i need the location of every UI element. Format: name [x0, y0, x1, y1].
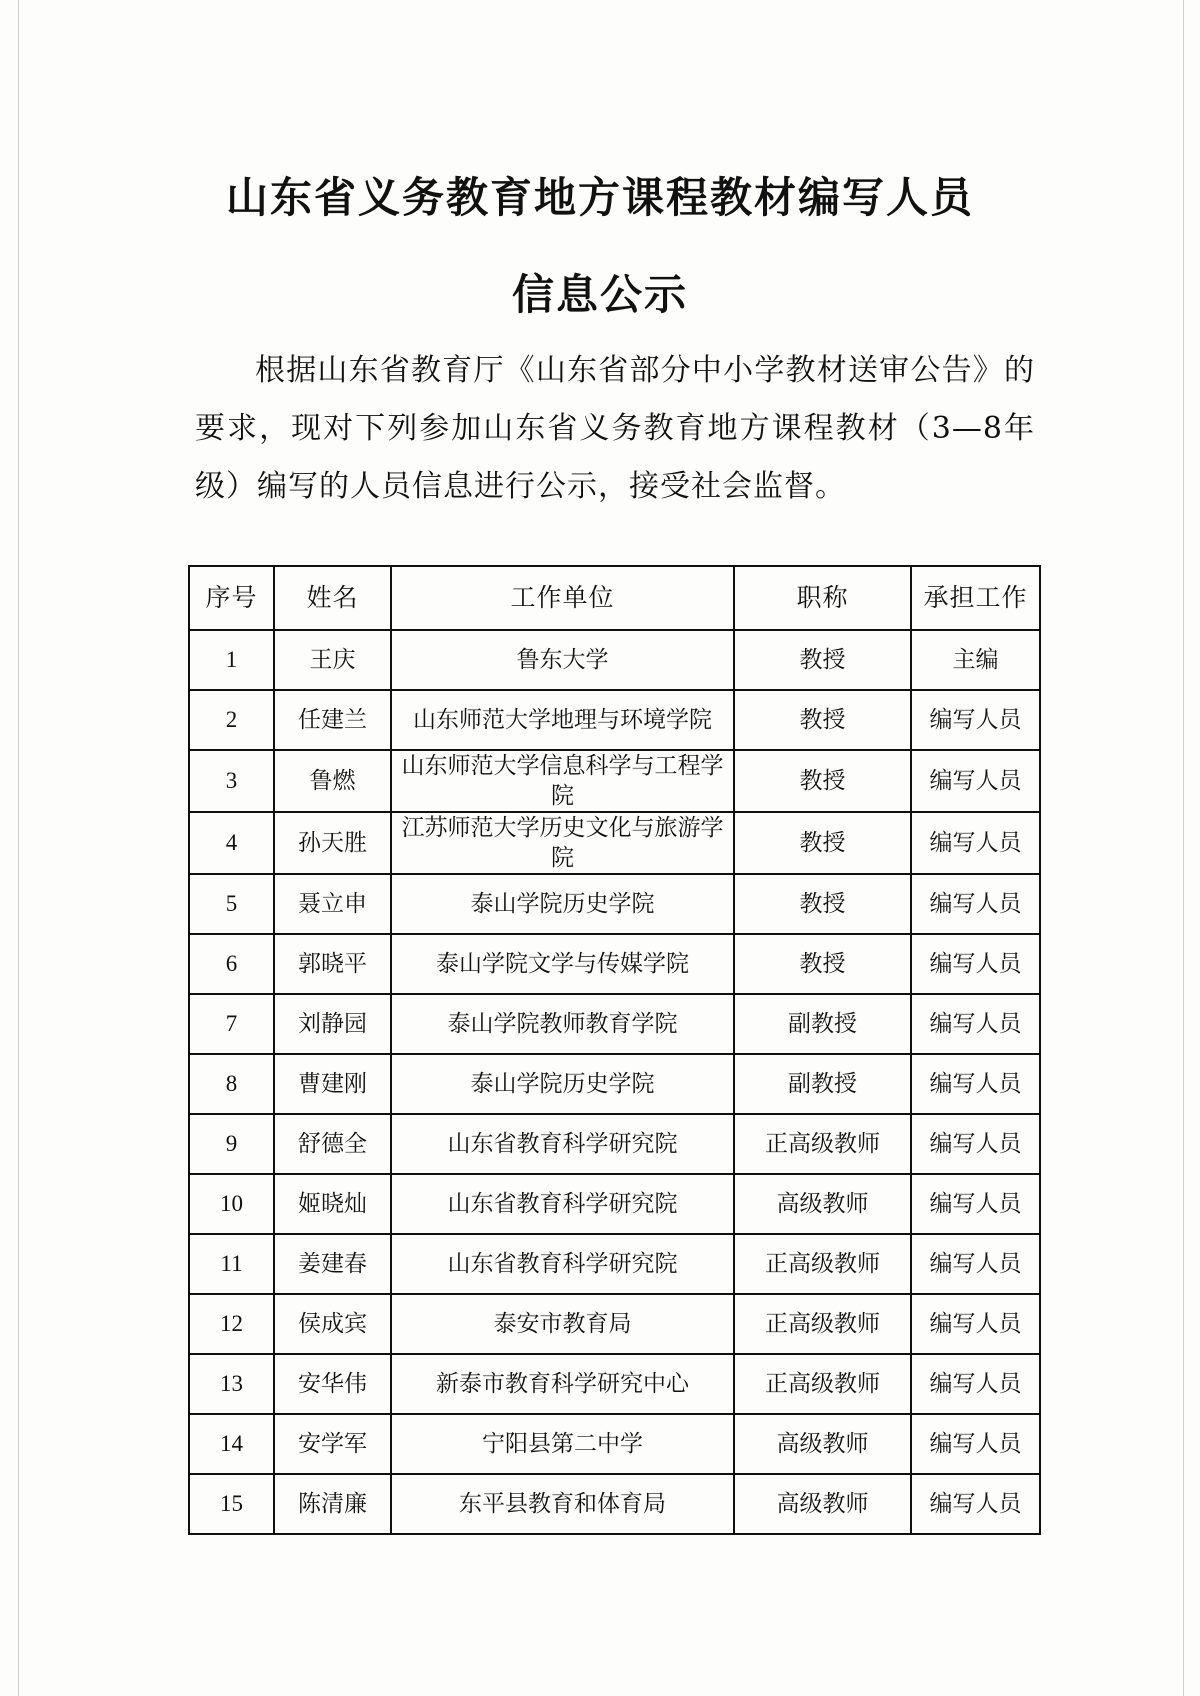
cell-title: 教授 — [734, 750, 911, 812]
cell-name: 安华伟 — [274, 1354, 391, 1414]
cell-name: 郭晓平 — [274, 934, 391, 994]
cell-name: 姬晓灿 — [274, 1174, 391, 1234]
cell-title: 教授 — [734, 690, 911, 750]
cell-number: 12 — [189, 1294, 274, 1354]
cell-title: 正高级教师 — [734, 1354, 911, 1414]
cell-title: 高级教师 — [734, 1174, 911, 1234]
cell-title: 副教授 — [734, 1054, 911, 1114]
cell-role: 编写人员 — [911, 1174, 1040, 1234]
cell-name: 舒德全 — [274, 1114, 391, 1174]
cell-role: 编写人员 — [911, 994, 1040, 1054]
cell-role: 编写人员 — [911, 1054, 1040, 1114]
header-number: 序号 — [189, 566, 274, 630]
cell-unit: 山东省教育科学研究院 — [391, 1114, 734, 1174]
title-line-1: 山东省义务教育地方课程教材编写人员 — [225, 173, 974, 222]
cell-number: 7 — [189, 994, 274, 1054]
cell-number: 1 — [189, 630, 274, 690]
cell-name: 刘静园 — [274, 994, 391, 1054]
header-title: 职称 — [734, 566, 911, 630]
table-row — [189, 1054, 1040, 1114]
cell-role: 编写人员 — [911, 750, 1040, 812]
table-row — [189, 1414, 1040, 1474]
table-row — [189, 1354, 1040, 1414]
cell-title: 教授 — [734, 630, 911, 690]
title-line-2: 信息公示 — [511, 270, 688, 319]
cell-role: 编写人员 — [911, 874, 1040, 934]
cell-unit: 东平县教育和体育局 — [391, 1474, 734, 1534]
cell-name: 姜建春 — [274, 1234, 391, 1294]
cell-number: 15 — [189, 1474, 274, 1534]
cell-title: 教授 — [734, 934, 911, 994]
cell-number: 10 — [189, 1174, 274, 1234]
cell-number: 11 — [189, 1234, 274, 1294]
cell-unit: 泰山学院文学与传媒学院 — [391, 934, 734, 994]
cell-role: 编写人员 — [911, 1234, 1040, 1294]
cell-unit: 泰山学院历史学院 — [391, 1054, 734, 1114]
cell-name: 聂立申 — [274, 874, 391, 934]
table-row — [189, 812, 1040, 874]
cell-role: 编写人员 — [911, 1474, 1040, 1534]
cell-name: 侯成宾 — [274, 1294, 391, 1354]
cell-role: 编写人员 — [911, 1414, 1040, 1474]
table-row — [189, 630, 1040, 690]
cell-unit: 宁阳县第二中学 — [391, 1414, 734, 1474]
cell-name: 鲁燃 — [274, 750, 391, 812]
table-row — [189, 1114, 1040, 1174]
cell-number: 2 — [189, 690, 274, 750]
table-row — [189, 934, 1040, 994]
cell-title: 正高级教师 — [734, 1234, 911, 1294]
scan-edge-left — [18, 0, 19, 1696]
cell-number: 9 — [189, 1114, 274, 1174]
table-row — [189, 1234, 1040, 1294]
cell-number: 6 — [189, 934, 274, 994]
cell-name: 孙天胜 — [274, 812, 391, 874]
header-role: 承担工作 — [911, 566, 1040, 630]
cell-unit: 新泰市教育科学研究中心 — [391, 1354, 734, 1414]
table-row — [189, 1174, 1040, 1234]
table-row — [189, 750, 1040, 812]
cell-number: 5 — [189, 874, 274, 934]
table-row — [189, 874, 1040, 934]
cell-role: 编写人员 — [911, 1354, 1040, 1414]
cell-name: 王庆 — [274, 630, 391, 690]
table-row — [189, 1474, 1040, 1534]
cell-title: 教授 — [734, 812, 911, 874]
cell-role: 编写人员 — [911, 1114, 1040, 1174]
cell-role: 编写人员 — [911, 690, 1040, 750]
cell-unit: 山东师范大学信息科学与工程学院 — [391, 750, 734, 812]
cell-unit: 山东省教育科学研究院 — [391, 1234, 734, 1294]
header-name: 姓名 — [274, 566, 391, 630]
cell-unit: 泰安市教育局 — [391, 1294, 734, 1354]
cell-title: 正高级教师 — [734, 1294, 911, 1354]
cell-title: 高级教师 — [734, 1414, 911, 1474]
cell-title: 教授 — [734, 874, 911, 934]
cell-unit: 泰山学院教师教育学院 — [391, 994, 734, 1054]
intro-paragraph: 根据山东省教育厅《山东省部分中小学教材送审公告》的要求，现对下列参加山东省义务教育地方课程教材（3—8年级）编写的人员信息进行公示，接受社会监督。 — [195, 353, 1035, 504]
cell-number: 3 — [189, 750, 274, 812]
cell-title: 高级教师 — [734, 1474, 911, 1534]
cell-name: 安学军 — [274, 1414, 391, 1474]
cell-unit: 山东师范大学地理与环境学院 — [391, 690, 734, 750]
cell-name: 陈清廉 — [274, 1474, 391, 1534]
cell-unit: 江苏师范大学历史文化与旅游学院 — [391, 812, 734, 874]
staff-table — [188, 565, 1041, 1535]
cell-number: 4 — [189, 812, 274, 874]
cell-name: 曹建刚 — [274, 1054, 391, 1114]
table-body — [189, 630, 1040, 1534]
cell-unit: 鲁东大学 — [391, 630, 734, 690]
cell-role: 主编 — [911, 630, 1040, 690]
header-unit: 工作单位 — [391, 566, 734, 630]
cell-name: 任建兰 — [274, 690, 391, 750]
cell-title: 正高级教师 — [734, 1114, 911, 1174]
cell-number: 14 — [189, 1414, 274, 1474]
cell-title: 副教授 — [734, 994, 911, 1054]
cell-number: 8 — [189, 1054, 274, 1114]
cell-unit: 山东省教育科学研究院 — [391, 1174, 734, 1234]
cell-unit: 泰山学院历史学院 — [391, 874, 734, 934]
table-row — [189, 994, 1040, 1054]
table-row — [189, 690, 1040, 750]
cell-number: 13 — [189, 1354, 274, 1414]
scan-edge-right — [1183, 0, 1184, 1696]
cell-role: 编写人员 — [911, 1294, 1040, 1354]
table-header-row — [189, 566, 1040, 630]
cell-role: 编写人员 — [911, 812, 1040, 874]
cell-role: 编写人员 — [911, 934, 1040, 994]
table-row — [189, 1294, 1040, 1354]
